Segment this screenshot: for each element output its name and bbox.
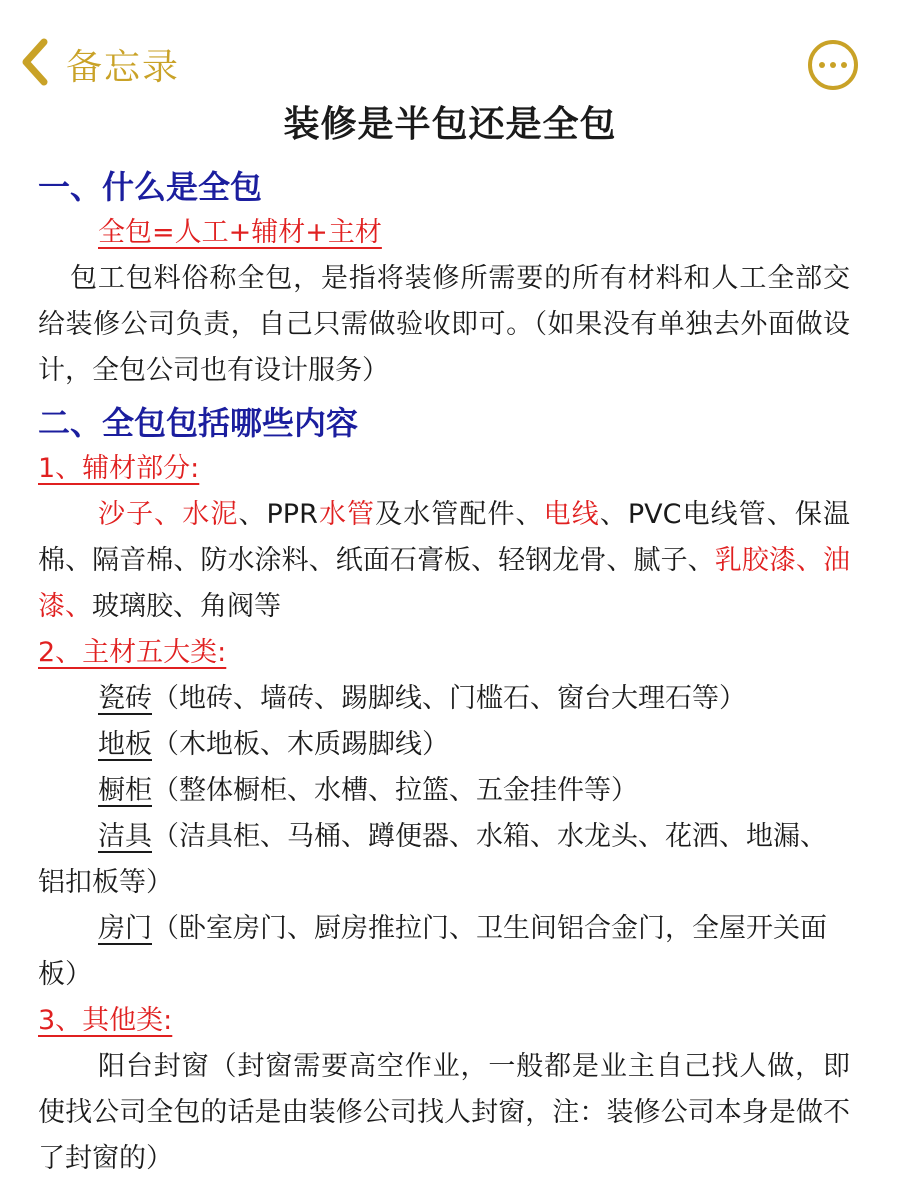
material-name: 洁具 — [98, 821, 152, 852]
aux-text: 玻璃胶、角阀等 — [92, 591, 281, 622]
note-title: 装修是半包还是全包 — [283, 104, 617, 145]
more-icon-dot — [830, 62, 836, 68]
main-heading: 2、主材五大类: — [38, 637, 227, 668]
main-material-item — [38, 768, 850, 814]
material-desc: （地砖、墙砖、踢脚线、门槛石、窗台大理石等） — [152, 683, 746, 714]
section1-heading: 一、什么是全包 — [38, 168, 263, 206]
aux-heading: 1、辅材部分: — [38, 453, 200, 484]
more-icon — [819, 62, 825, 68]
main-material-item — [38, 722, 850, 768]
more-icon-dot — [841, 62, 847, 68]
section1-formula: 全包=人工+辅材+主材 — [98, 217, 382, 248]
material-desc: （洁具柜、马桶、蹲便器、水箱、水龙头、花洒、地漏、铝扣板等） — [38, 821, 827, 898]
main-material-item — [38, 814, 850, 906]
main-material-item — [38, 676, 850, 722]
back-label: 备忘录 — [66, 46, 181, 88]
aux-text: 及水管配件、 — [375, 499, 544, 530]
aux-text: 、PVC电线管、保温棉、隔音棉、防水涂料、纸面石膏板、轻钢龙骨、腻子、 — [38, 499, 851, 576]
back-button[interactable] — [18, 38, 180, 90]
highlight-text: 沙子、水泥 — [98, 499, 239, 530]
note-body — [38, 164, 850, 1182]
section2-heading: 二、全包包括哪些内容 — [38, 404, 359, 442]
main-material-item — [38, 906, 850, 998]
material-desc: （卧室房门、厨房推拉门、卫生间铝合金门，全屋开关面板） — [38, 913, 827, 990]
other-body: 阳台封窗（封窗需要高空作业，一般都是业主自己找人做，即使找公司全包的话是由装修公司找人封窗，注：装修公司本身是做不了封窗的） — [38, 1051, 850, 1174]
highlight-text: 电线 — [543, 499, 600, 530]
chevron-left-icon — [18, 36, 52, 92]
aux-body — [38, 492, 850, 630]
more-button[interactable] — [808, 40, 858, 90]
material-name: 地板 — [98, 729, 152, 760]
main-materials-list — [38, 676, 850, 998]
material-name: 橱柜 — [98, 775, 152, 806]
highlight-text: 水管 — [317, 499, 376, 530]
material-name: 瓷砖 — [98, 683, 152, 714]
section1-body: 包工包料俗称全包，是指将装修所需要的所有材料和人工全部交给装修公司负责，自己只需做验收即可。（如果没有单独去外面做设计，全包公司也有设计服务） — [38, 263, 850, 386]
aux-text: 、PPR — [238, 499, 318, 530]
material-name: 房门 — [98, 913, 152, 944]
material-desc: （整体橱柜、水槽、拉篮、五金挂件等） — [152, 775, 638, 806]
material-desc: （木地板、木质踢脚线） — [152, 729, 449, 760]
other-heading: 3、其他类: — [38, 1005, 173, 1036]
highlight-text: 乳胶漆、油漆、 — [38, 545, 851, 622]
